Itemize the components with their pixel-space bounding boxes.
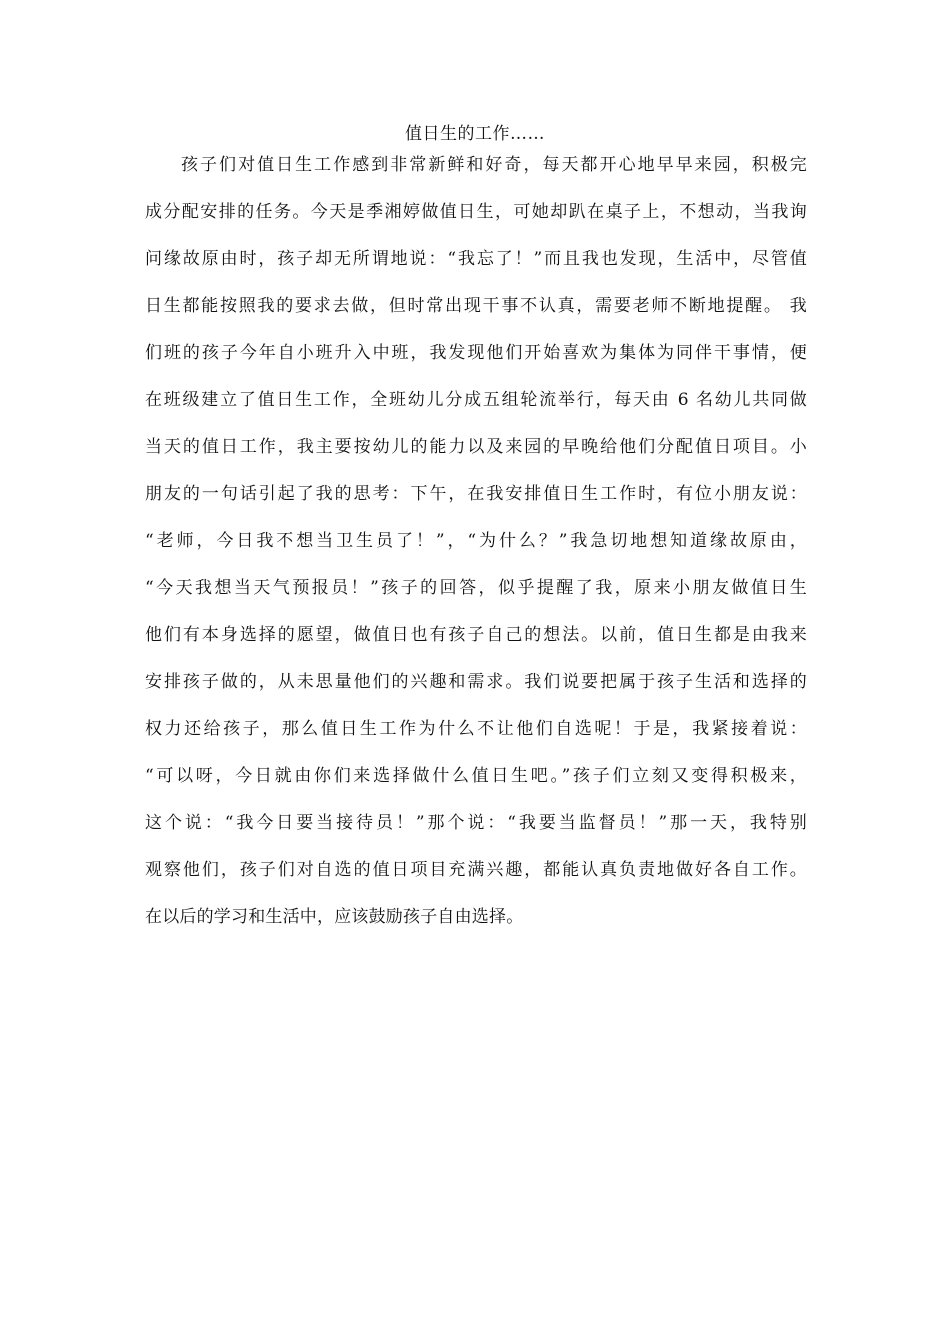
- paragraph-line: 观察他们，孩子们对自选的值日项目充满兴趣，都能认真负责地做好各自工作。: [145, 860, 807, 880]
- paragraph-line: 安排孩子做的，从未思量他们的兴趣和需求。我们说要把属于孩子生活和选择的: [145, 672, 807, 692]
- paragraph-line: 在班级建立了值日生工作，全班幼儿分成五组轮流举行，每天由 6 名幼儿共同做: [145, 390, 807, 410]
- paragraph-line: 当天的值日工作，我主要按幼儿的能力以及来园的早晚给他们分配值日项目。小: [145, 437, 807, 457]
- paragraph-line: 这个说：“我今日要当接待员！”那个说：“我要当监督员！”那一天，我特别: [145, 813, 807, 833]
- document-body: [145, 148, 807, 947]
- paragraph-line: 成分配安排的任务。今天是季湘婷做值日生，可她却趴在桌子上，不想动，当我询: [145, 202, 807, 222]
- paragraph-line: 权力还给孩子，那么值日生工作为什么不让他们自选呢！于是，我紧接着说：: [145, 719, 807, 739]
- paragraph-line: 日生都能按照我的要求去做，但时常出现干事不认真，需要老师不断地提醒。 我: [145, 296, 807, 316]
- document-title: 值日生的工作……: [405, 124, 545, 144]
- paragraph-line: 孩子们对值日生工作感到非常新鲜和好奇，每天都开心地早早来园，积极完: [181, 155, 807, 175]
- paragraph-line: 朋友的一句话引起了我的思考：下午，在我安排值日生工作时，有位小朋友说：: [145, 484, 807, 504]
- paragraph-line: “今天我想当天气预报员！”孩子的回答，似乎提醒了我，原来小朋友做值日生: [145, 578, 807, 598]
- paragraph-line: 们班的孩子今年自小班升入中班，我发现他们开始喜欢为集体为同伴干事情，便: [145, 343, 807, 363]
- paragraph-line: 他们有本身选择的愿望，做值日也有孩子自己的想法。以前，值日生都是由我来: [145, 625, 807, 645]
- paragraph-line: “老师，今日我不想当卫生员了！”，“为什么？”我急切地想知道缘故原由，: [145, 531, 807, 551]
- paragraph-line: 在以后的学习和生活中，应该鼓励孩子自由选择。: [145, 907, 524, 927]
- paragraph-line: 问缘故原由时，孩子却无所谓地说：“我忘了！”而且我也发现，生活中，尽管值: [145, 249, 807, 269]
- paragraph-line: “可以呀，今日就由你们来选择做什么值日生吧。”孩子们立刻又变得积极来，: [145, 766, 807, 786]
